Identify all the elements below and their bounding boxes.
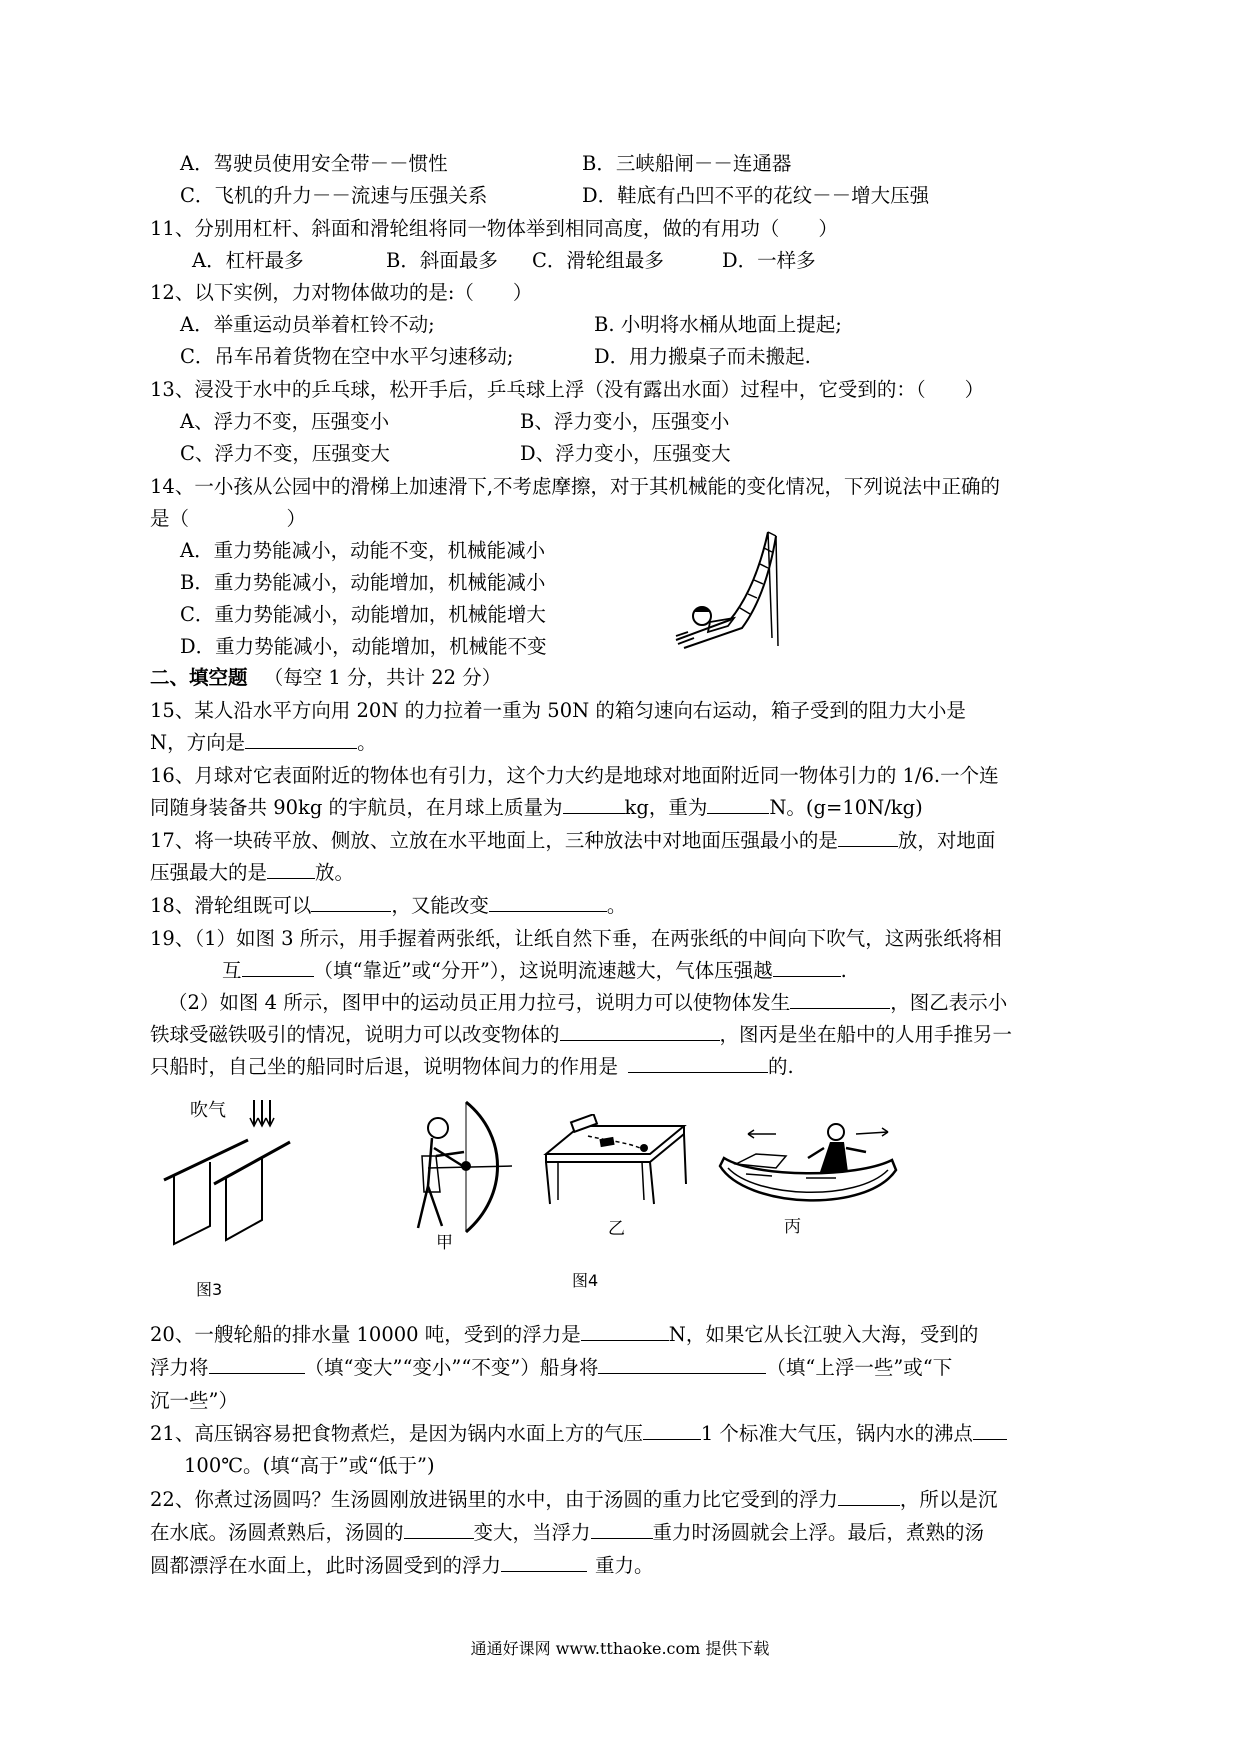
- figure-3-caption: 图3: [196, 1280, 223, 1299]
- q22-blank-1[interactable]: [838, 1487, 900, 1506]
- q20-text-d: （填“变大”“变小”“不变”）船身将: [304, 1356, 599, 1379]
- q16-text-a: 同随身装备共 90kg 的宇航员，在月球上质量为: [150, 796, 563, 819]
- q20-text-c: 浮力将: [150, 1356, 209, 1379]
- slide-illustration: [668, 528, 780, 650]
- q18-text-a: 18、滑轮组既可以: [150, 894, 312, 917]
- q19-text-a: 互: [222, 959, 242, 982]
- q19-text-d: （2）如图 4 所示，图甲中的运动员正用力拉弓，说明力可以使物体发生: [168, 991, 791, 1014]
- q16-text-c: N。(g=10N/kg): [769, 796, 923, 819]
- q14-stem-line1: 14、一小孩从公园中的滑梯上加速滑下,不考虑摩擦，对于其机械能的变化情况，下列说法中正确的: [150, 475, 1001, 498]
- figure-4-magnet-table: [540, 1114, 690, 1210]
- q21-blank-2[interactable]: [973, 1421, 1007, 1440]
- q22-text-e: 重力时汤圆就会上浮。最后，煮熟的汤: [652, 1521, 985, 1544]
- q19-text-c: .: [840, 959, 847, 982]
- q18-text-c: 。: [606, 894, 627, 917]
- q14-stem-line2: 是（ ）: [150, 507, 307, 530]
- q11-option-a: A．杠杆最多: [192, 249, 304, 272]
- q19-line5: [150, 1054, 794, 1080]
- q13-option-b: B、浮力变小，压强变小: [520, 410, 730, 433]
- q21-text-a: 21、高压锅容易把食物煮烂，是因为锅内水面上方的气压: [150, 1422, 643, 1445]
- q10-option-a: A．驾驶员使用安全带－－惯性: [180, 152, 448, 175]
- q17-text-d: 放。: [315, 861, 355, 884]
- q18-text-b: ，又能改变: [391, 894, 489, 917]
- q19-line3: [168, 990, 1007, 1016]
- q19-line1: 19、（1）如图 3 所示，用手握着两张纸，让纸自然下垂，在两张纸的中间向下吹气，这两张纸将相: [150, 927, 1002, 950]
- q14-option-b: B．重力势能减小，动能增加，机械能减小: [180, 571, 546, 594]
- q17-line2: [150, 860, 354, 886]
- q16-text-b: kg，重为: [624, 796, 708, 819]
- q13-stem: 13、浸没于水中的乒乓球，松开手后，乒乓球上浮（没有露出水面）过程中，它受到的：（ ）: [150, 378, 985, 401]
- page-footer: 通通好课网 www.tthaoke.com 提供下载: [470, 1639, 770, 1658]
- q15-line2: [150, 730, 377, 756]
- q21-blank-1[interactable]: [643, 1421, 701, 1440]
- q17-text-a: 17、将一块砖平放、侧放、立放在水平地面上，三种放法中对地面压强最小的是: [150, 829, 838, 852]
- q15-text-a: N，方向是: [150, 731, 246, 754]
- q10-option-d: D．鞋底有凸凹不平的花纹－－增大压强: [582, 184, 930, 207]
- q19-line2: [222, 958, 847, 984]
- figure-3-paper-drawing: [158, 1096, 298, 1256]
- figure-4-label-bing: 丙: [784, 1217, 801, 1237]
- figure-4-archer: [408, 1096, 518, 1246]
- q20-blank-1[interactable]: [581, 1322, 669, 1341]
- q18-blank-2[interactable]: [489, 893, 607, 912]
- q22-text-g: 重力。: [595, 1554, 654, 1577]
- q12-option-b: B. 小明将水桶从地面上提起;: [594, 313, 842, 336]
- section-note: （每空 1 分，共计 22 分）: [263, 666, 502, 689]
- q10-option-c: C．飞机的升力－－流速与压强关系: [180, 184, 488, 207]
- section-title: 二、填空题: [150, 666, 248, 689]
- q22-blank-3[interactable]: [591, 1520, 653, 1539]
- q18-blank-1[interactable]: [311, 893, 391, 912]
- q16-line2: [150, 795, 923, 821]
- q20-line2: [150, 1355, 952, 1381]
- q17-blank-max[interactable]: [267, 860, 315, 879]
- q20-line3: 沉一些”）: [150, 1389, 238, 1412]
- q19-line4: [150, 1022, 1012, 1048]
- q21-line2: 100℃。(填“高于”或“低于”): [184, 1454, 435, 1477]
- q19-blank-1[interactable]: [242, 958, 314, 977]
- q20-blank-2[interactable]: [209, 1355, 305, 1374]
- q11-stem: 11、分别用杠杆、斜面和滑轮组将同一物体举到相同高度，做的有用功（ ）: [150, 217, 838, 240]
- q19-blank-2[interactable]: [773, 958, 841, 977]
- q21-text-b: 1 个标准大气压，锅内水的沸点: [700, 1422, 973, 1445]
- figure-4-caption: 图4: [572, 1271, 599, 1290]
- q10-option-b: B．三峡船闸－－连通器: [582, 152, 792, 175]
- q16-blank-mass[interactable]: [563, 795, 625, 814]
- q22-line2: [150, 1520, 984, 1546]
- q19-text-b: （填“靠近”或“分开”），这说明流速越大，气体压强越: [313, 959, 773, 982]
- q11-option-d: D．一样多: [722, 249, 816, 272]
- q15-line1: 15、某人沿水平方向用 20N 的力拉着一重为 50N 的箱匀速向右运动，箱子受到的阻力大小是: [150, 699, 966, 722]
- q14-option-a: A．重力势能减小，动能不变，机械能减小: [180, 539, 546, 562]
- q12-option-d: D．用力搬桌子而未搬起.: [594, 345, 811, 368]
- q13-option-c: C、浮力不变，压强变大: [180, 442, 390, 465]
- blow-label: 吹气: [190, 1100, 226, 1121]
- q20-line1: [150, 1322, 978, 1348]
- q17-text-b: 放，对地面: [897, 829, 996, 852]
- q14-option-c: C．重力势能减小，动能增加，机械能增大: [180, 603, 546, 626]
- q22-line3: [150, 1553, 654, 1579]
- q17-blank-min[interactable]: [838, 828, 898, 847]
- q19-text-h: 只船时，自己坐的船同时后退，说明物体间力的作用是: [150, 1055, 619, 1078]
- q11-option-c: C．滑轮组最多: [532, 249, 664, 272]
- q22-text-b: ，所以是沉: [899, 1488, 998, 1511]
- q19-text-f: 铁球受磁铁吸引的情况，说明力可以改变物体的: [150, 1023, 560, 1046]
- q22-text-d: 变大，当浮力: [473, 1521, 591, 1544]
- q22-blank-2[interactable]: [404, 1520, 474, 1539]
- figure-4-label-yi: 乙: [608, 1219, 625, 1239]
- q22-line1: [150, 1487, 997, 1513]
- q20-text-e: （填“上浮一些”或“下: [766, 1356, 953, 1379]
- q22-text-a: 22、你煮过汤圆吗？生汤圆刚放进锅里的水中，由于汤圆的重力比它受到的浮力: [150, 1488, 838, 1511]
- q19-blank-5[interactable]: [628, 1054, 768, 1073]
- q20-text-a: 20、一艘轮船的排水量 10000 吨，受到的浮力是: [150, 1323, 581, 1346]
- section-heading: [150, 665, 501, 691]
- q20-blank-3[interactable]: [598, 1355, 766, 1374]
- q12-option-c: C．吊车吊着货物在空中水平匀速移动;: [180, 345, 514, 368]
- q22-text-c: 在水底。汤圆煮熟后，汤圆的: [150, 1521, 404, 1544]
- q19-blank-3[interactable]: [790, 990, 890, 1009]
- q20-text-b: N，如果它从长江驶入大海，受到的: [668, 1323, 979, 1346]
- q17-text-c: 压强最大的是: [150, 861, 268, 884]
- q15-blank-direction[interactable]: [245, 730, 357, 749]
- q16-line1: 16、月球对它表面附近的物体也有引力，这个力大约是地球对地面附近同一物体引力的 1/6.一个连: [150, 764, 999, 787]
- q18-line: [150, 893, 626, 919]
- figure-4-boats: [716, 1118, 902, 1218]
- q22-blank-4[interactable]: [501, 1553, 587, 1572]
- q22-text-f: 圆都漂浮在水面上，此时汤圆受到的浮力: [150, 1554, 502, 1577]
- q14-option-d: D．重力势能减小，动能增加，机械能不变: [180, 635, 547, 658]
- q13-option-d: D、浮力变小，压强变大: [520, 442, 731, 465]
- q19-text-e: ，图乙表示小: [890, 991, 1008, 1014]
- q16-blank-weight[interactable]: [707, 795, 769, 814]
- q21-line1: [150, 1421, 1007, 1447]
- q11-option-b: B．斜面最多: [386, 249, 498, 272]
- q19-blank-4[interactable]: [560, 1022, 720, 1041]
- q17-line1: [150, 828, 995, 854]
- q19-text-i: 的.: [768, 1055, 794, 1078]
- q19-text-g: ，图丙是坐在船中的人用手推另一: [719, 1023, 1013, 1046]
- q12-stem: 12、以下实例，力对物体做功的是:（ ）: [150, 281, 533, 304]
- q13-option-a: A、浮力不变，压强变小: [180, 410, 390, 433]
- q12-option-a: A．举重运动员举着杠铃不动;: [180, 313, 435, 336]
- q15-text-b: 。: [357, 731, 377, 754]
- figure-4-label-jia: 甲: [436, 1233, 453, 1253]
